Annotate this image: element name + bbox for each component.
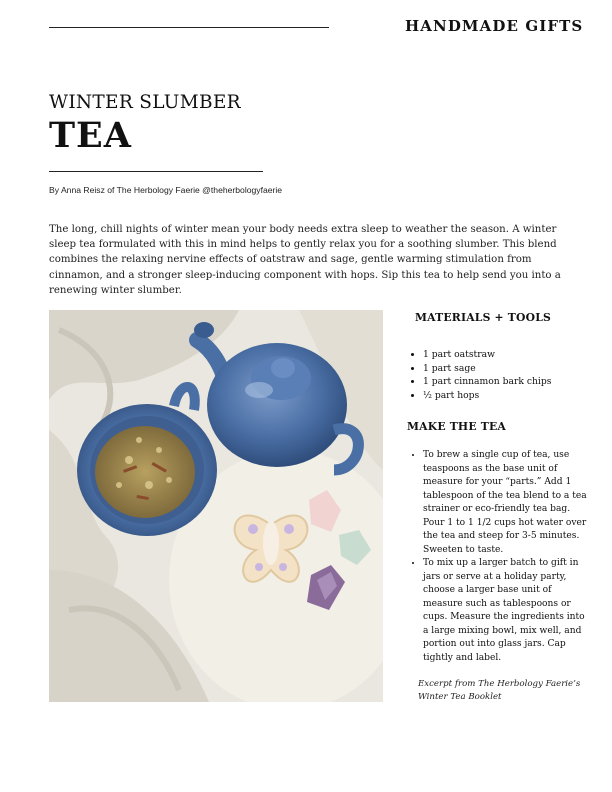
make-tea-heading: MAKE THE TEA (407, 420, 506, 433)
article-title: TEA (49, 115, 132, 156)
excerpt-line: Winter Tea Booklet (418, 691, 502, 702)
intro-paragraph: The long, chill nights of winter mean your body needs extra sleep to weather the season. A winter sleep tea formulated with this in mind helps to gently relax you for a soothing slumber. This blend combines the relaxing nervine effects of oatstraw and sage, gentle warming stimulation from cinnamon, and a stronger sleep-inducing component with hops. Sip this tea to help send you into a renewing winter slumber. (49, 224, 561, 296)
list-item: • 1 part cinnamon bark chips (423, 375, 587, 389)
materials-section (407, 311, 587, 402)
list-item: • To mix up a larger batch to gift in jars or serve at a holiday party, choose a larger base unit of measure such as tablespoons or cups. Measure the ingredients into a large mixing bowl, mix well, and portion out into glass jars. Cap tightly and label. (423, 557, 587, 665)
list-item: • To brew a single cup of tea, use teaspoons as the base unit of measure for your “parts.” Add 1 tablespoon of the tea blend to a tea strainer or eco-friendly tea bag. Pour 1 to 1 1/2 cups hot water over the tea and steep for 3-5 minutes. Sweeten to taste. (423, 449, 587, 557)
list-item: • 1 part sage (423, 362, 587, 376)
list-item: • 1 part oatstraw (423, 348, 587, 362)
materials-list (407, 348, 587, 402)
title-divider (49, 171, 263, 172)
excerpt-credit (418, 678, 588, 703)
byline: By Anna Reisz of The Herbology Faerie @theherbologyfaerie (49, 185, 283, 195)
article-kicker: WINTER SLUMBER (49, 92, 241, 113)
steps-list (407, 449, 587, 665)
make-tea-section (407, 420, 587, 665)
tea-photo (49, 310, 383, 702)
top-divider (49, 27, 329, 28)
excerpt-line: Excerpt from The Herbology Faerie’s (418, 679, 581, 689)
section-label: HANDMADE GIFTS (405, 17, 584, 35)
materials-heading: MATERIALS + TOOLS (415, 311, 551, 324)
list-item: • ½ part hops (423, 389, 587, 403)
